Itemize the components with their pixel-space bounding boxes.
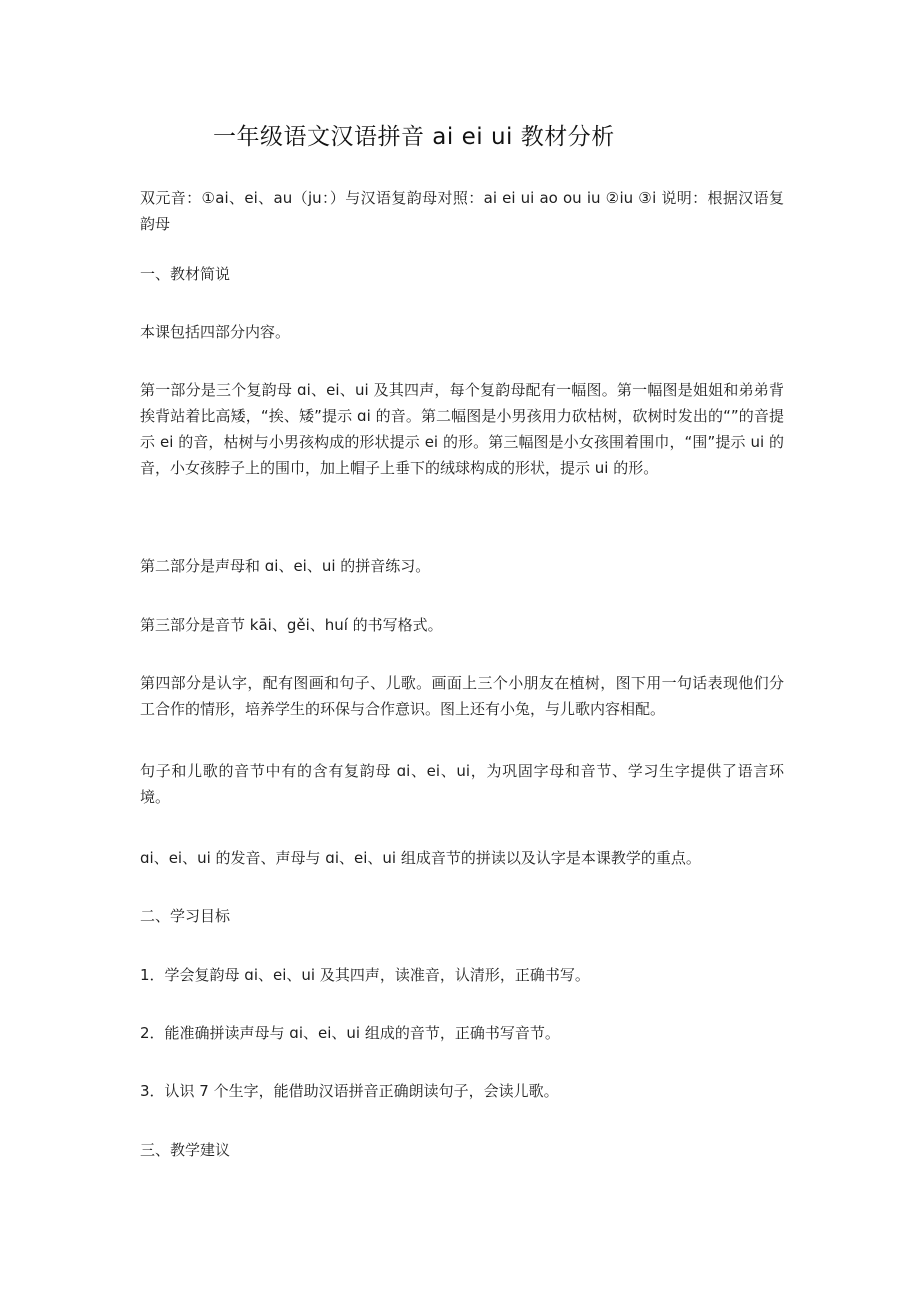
section-heading-suggestions: 三、教学建议 xyxy=(140,1141,231,1159)
goal-item-3: 3．认识 7 个生字，能借助汉语拼音正确朗读句子，会读儿歌。 xyxy=(140,1082,559,1100)
goal-item-1: 1．学会复韵母 ɑi、ei、ui 及其四声，读准音，认清形，正确书写。 xyxy=(140,966,590,984)
paragraph-part-one: 第一部分是三个复韵母 ɑi、ei、ui 及其四声，每个复韵母配有一幅图。第一幅图是姐姐和弟弟背挨背站着比高矮，“挨、矮”提示 ɑi 的音。第二幅图是小男孩用力砍枯树，砍树时发出的“”的音提示 ei 的音，枯树与小男孩构成的形状提示 ei 的形。第三幅图是小女孩围着围巾，“围”提示 ui 的音，小女孩脖子上的围巾，加上帽子上垂下的绒球构成的形状，提示 ui 的形。 xyxy=(140,381,784,477)
paragraph-overview: 本课包括四部分内容。 xyxy=(140,323,291,341)
document-title: 一年级语文汉语拼音 ai ei ui 教材分析 xyxy=(213,124,615,150)
intro-paragraph: 双元音：①ai、ei、au（ju：）与汉语复韵母对照：ai ei ui ao ou iu ②iu ③i 说明：根据汉语复韵母 xyxy=(140,189,784,233)
paragraph-sentences: 句子和儿歌的音节中有的含有复韵母 ɑi、ei、ui，为巩固字母和音节、学习生字提供了语言环境。 xyxy=(140,762,784,806)
paragraph-part-two: 第二部分是声母和 ɑi、ei、ui 的拼音练习。 xyxy=(140,557,431,575)
section-heading-goals: 二、学习目标 xyxy=(140,907,231,925)
paragraph-part-four: 第四部分是认字，配有图画和句子、儿歌。画面上三个小朋友在植树，图下用一句话表现他们分工合作的情形，培养学生的环保与合作意识。图上还有小兔，与儿歌内容相配。 xyxy=(140,674,784,718)
paragraph-part-three: 第三部分是音节 kāi、gěi、huí 的书写格式。 xyxy=(140,616,443,634)
goal-item-2: 2．能准确拼读声母与 ɑi、ei、ui 组成的音节，正确书写音节。 xyxy=(140,1024,560,1042)
section-heading-overview: 一、教材简说 xyxy=(140,265,231,283)
paragraph-teaching-focus: ɑi、ei、ui 的发音、声母与 ɑi、ei、ui 组成音节的拼读以及认字是本课教学的重点。 xyxy=(140,849,701,867)
